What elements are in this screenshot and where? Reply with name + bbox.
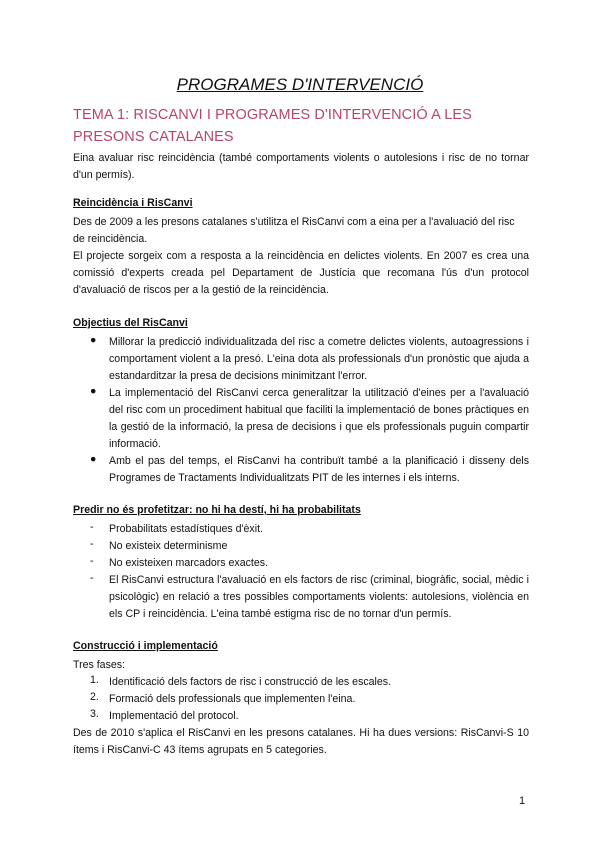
number-marker: 1. (90, 674, 99, 686)
number-marker: 3. (90, 708, 99, 720)
dash-marker: - (90, 538, 94, 550)
section-heading-construccio: Construcció i implementació (73, 640, 218, 652)
section-heading-objectius: Objectius del RisCanvi (73, 317, 188, 329)
paragraph: Tres fases: (73, 659, 126, 671)
intro-paragraph: Eina avaluar risc reincidència (també comportaments violents o autolesions i risc de no tornar d'un permís). (73, 152, 529, 181)
bullet-marker: ● (90, 385, 97, 397)
list-item: No existeix determinisme (109, 540, 228, 552)
dash-marker: - (90, 521, 94, 533)
list-item: Probabilitats estadístiques d'èxit. (109, 523, 263, 535)
topic-heading: TEMA 1: RISCANVI I PROGRAMES D'INTERVENCIÓ A LES PRESONS CATALANES (73, 107, 472, 145)
list-item: Identificació dels factors de risc i construcció de les escales. (109, 676, 392, 688)
dash-marker: - (90, 572, 94, 584)
bullet-marker: ● (90, 334, 97, 346)
list-item: Implementació del protocol. (109, 710, 239, 722)
list-item: Millorar la predicció individualitzada del risc a cometre delictes violents, autoagressions i comportament violent a la presó. L'eina dota als professionals d'un pronòstic que ajuda a estandarditzar la presa de decisions minimitzant l'error. (109, 336, 529, 382)
list-item: Formació dels professionals que implementen l'eina. (109, 693, 356, 705)
dash-marker: - (90, 555, 94, 567)
page-number: 1 (519, 795, 526, 807)
number-marker: 2. (90, 691, 99, 703)
paragraph: El projecte sorgeix com a resposta a la reincidència en delictes violents. En 2007 es crea una comissió d'experts creada pel Departament de Justícia que recomana l'ús d'un protocol d'avaluació de riscos per a la gestió de la reincidència. (73, 250, 529, 296)
list-item: No existeixen marcadors exactes. (109, 557, 268, 569)
list-item: Amb el pas del temps, el RisCanvi ha contribuït també a la planificació i disseny dels Programes de Tractaments Individualitzats PIT de les internes i els interns. (109, 455, 529, 484)
bullet-marker: ● (90, 453, 97, 465)
paragraph: Des de 2010 s'aplica el RisCanvi en les presons catalanes. Hi ha dues versions: RisCanvi-S 10 ítems i RisCanvi-C 43 ítems agrupats en 5 categories. (73, 727, 529, 756)
paragraph: Des de 2009 a les presons catalanes s'utilitza el RisCanvi com a eina per a l'avaluació del risc de reincidència. (73, 216, 515, 245)
list-item: La implementació del RisCanvi cerca generalitzar la utilització d'eines per a l'avaluació del risc com un procediment habitual que faciliti la implementació de bones pràctiques en la gestió de la informació, la presa de decisions i que els professionals puguin compartir informació. (109, 387, 529, 450)
section-heading-reincidencia: Reincidència i RisCanvi (73, 197, 193, 209)
section-heading-predir: Predir no és profetitzar: no hi ha destí, hi ha probabilitats (73, 504, 361, 516)
list-item: El RisCanvi estructura l'avaluació en els factors de risc (criminal, biogràfic, social, mèdic i psicològic) en relació a tres possibles comportaments violents: autolesions, violència en els CP i reincidència. L'eina també estigma risc de no tornar d'un permís. (109, 574, 529, 620)
document-title: PROGRAMES D'INTERVENCIÓ (176, 75, 424, 94)
